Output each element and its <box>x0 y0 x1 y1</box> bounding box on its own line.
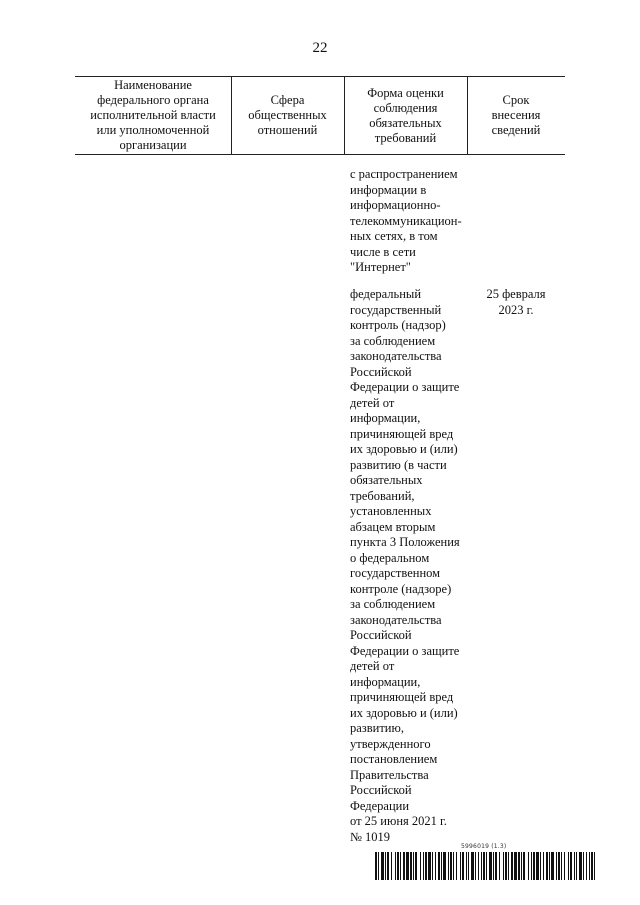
table-header <box>75 76 565 155</box>
header-federal-body: Наименование федерального органа исполнительной власти или уполномоченной организации <box>90 78 216 152</box>
document-barcode <box>375 843 595 883</box>
barcode-icon <box>375 852 595 880</box>
header-assessment-form: Форма оценки соблюдения обязательных требований <box>367 85 444 145</box>
table-cell-assessment-form-continuation: с распространением информации в информационно- телекоммуникацион- ных сетях, в том числе в сети "Интернет" <box>350 167 462 274</box>
barcode-caption: 5996019 (1.3) <box>461 843 507 850</box>
header-sphere-of-relations: Сфера общественных отношений <box>248 93 327 137</box>
table-cell-deadline: 25 февраля 2023 г. <box>486 287 546 317</box>
column-divider <box>467 77 468 154</box>
column-divider <box>344 77 345 154</box>
table-cell-assessment-form: федеральный государственный контроль (надзор) за соблюдением законодательства Российской Федерации о защите детей от информации, причиняющей вред их здоровью и (или) развитию (в части обязательных требований, установленных абзацем вторым пункта 3 Положения о федеральном государственном контроле (надзоре) за соблюдением законодательства Российской Федерации о защите детей от информации, причиняющей вред их здоровью и (или) развитию, утвержденного постановлением Правительства Российской Федерации от 25 июня 2021 г. № 1019 <box>350 287 460 844</box>
header-submission-deadline: Срок внесения сведений <box>491 93 541 137</box>
column-divider <box>231 77 232 154</box>
page-number: 22 <box>312 40 328 56</box>
